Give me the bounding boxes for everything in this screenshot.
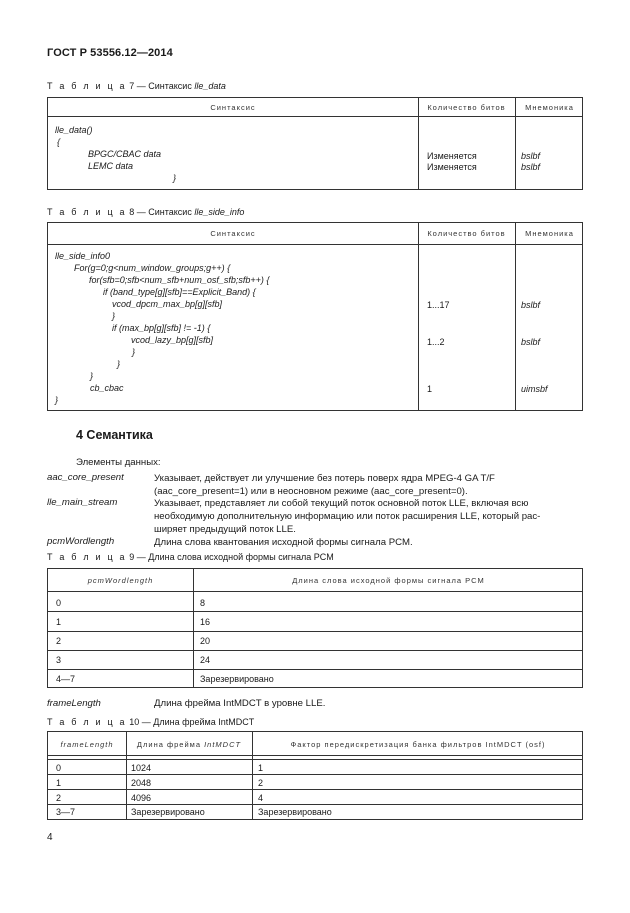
table10-cell: 2 [56,793,62,803]
table10-cell: 2048 [131,778,152,788]
table10-cell: 1 [258,763,264,773]
definition-term: lle_main_stream [47,497,118,508]
table10-cell: 1024 [131,763,152,773]
table9-caption: Т а б л и ц а 9 — Длина слова исходной формы сигнала PCM [47,552,334,562]
definition-term: frameLength [47,698,101,709]
code-line: } [132,347,136,357]
code-line: } [55,395,59,405]
table7 [47,97,583,190]
code-line: vcod_dpcm_max_bp[g][sfb] [112,299,223,309]
table10-cell: 4 [258,793,264,803]
table9-cell: 8 [200,598,206,608]
definition-text: Длина фрейма IntMDCT в уровне LLE. [154,698,326,709]
table9-cell: 24 [200,655,211,665]
code-line: LEMC data [88,161,134,171]
table7-col-syntax: Синтаксис [210,103,256,112]
table8-caption: Т а б л и ц а 8 — Синтаксис lle_side_info [47,207,245,217]
code-line: { [57,137,61,147]
bits-cell: 1 [427,384,433,394]
definition-text: Указывает, представляет ли собой текущий поток основной поток LLE, включая всю необходимую дополнительную информацию или поток расширения LLE, который рас- ширяет предыдущий поток LLE. [154,498,541,535]
code-line: } [112,311,116,321]
bits-cell: 1...17 [427,300,450,310]
definition-text: Длина слова квантования исходной формы сигнала PCM. [154,537,413,548]
code-line: cb_cbac [90,383,124,393]
table10-cell: 0 [56,763,62,773]
table10-col-framelength: frameLength [60,740,114,749]
definition-term: aac_core_present [47,472,124,483]
table10-cell: Зарезервировано [258,807,332,817]
table10-caption: Т а б л и ц а 10 — Длина фрейма IntMDCT [47,717,255,727]
table7-col-mnemonic: Мнемоника [525,103,574,112]
code-line: if (max_bp[g][sfb] != -1) { [112,323,211,333]
table9-col-wordlength: pcmWordlength [87,576,154,585]
bits-cell: Изменяется [427,151,477,161]
code-line: BPGC/CBAC data [88,149,162,159]
bits-cell: 1...2 [427,337,445,347]
code-line: } [90,371,94,381]
table7-col-bits: Количество битов [427,103,506,112]
code-line: } [117,359,121,369]
table10-cell: 1 [56,778,62,788]
table8-col-syntax: Синтаксис [210,229,256,238]
table9-cell: 4—7 [56,674,76,684]
code-line: For(g=0;g<num_window_groups;g++) { [74,263,231,273]
mnemonic-cell: bslbf [521,151,541,161]
table8-col-bits: Количество битов [427,229,506,238]
table10-cell: 3—7 [56,807,76,817]
table9-cell: 20 [200,636,211,646]
table9 [47,568,583,688]
table8-col-mnemonic: Мнемоника [525,229,574,238]
mnemonic-cell: bslbf [521,300,541,310]
table9-cell: 1 [56,617,62,627]
table10-cell: 4096 [131,793,152,803]
code-line: vcod_lazy_bp[g][sfb] [131,335,214,345]
page-number: 4 [47,832,53,843]
table9-cell: Зарезервировано [200,674,274,684]
table10-cell: Зарезервировано [131,807,205,817]
table9-cell: 2 [56,636,62,646]
code-line: } [173,173,177,183]
mnemonic-cell: bslbf [521,337,541,347]
code-line: if (band_type[g][sfb]==Explicit_Band) { [103,287,256,297]
table7-caption: Т а б л и ц а 7 — Синтаксис lle_data [47,81,226,91]
data-elements-intro: Элементы данных: [76,457,161,468]
code-line: lle_data() [55,125,93,135]
table9-col-length: Длина слова исходной формы сигнала PCM [292,576,485,585]
definition-term: pcmWordlength [47,536,115,547]
code-line: lle_side_info0 [55,251,111,261]
table10-cell: 2 [258,778,264,788]
table10-col-length: Длина фрейма IntMDCT [136,740,242,749]
table10-col-osf: Фактор передискретизация банка фильтров IntMDCT (osf) [290,740,546,749]
table9-cell: 3 [56,655,62,665]
section-title: 4 Семантика [76,428,153,442]
table8 [47,222,583,411]
table9-cell: 0 [56,598,62,608]
bits-cell: Изменяется [427,162,477,172]
definition-text: Указывает, действует ли улучшение без потерь поверх ядра MPEG-4 GA T/F (aac_core_present=1) или в неосновном режиме (aac_core_present=0). [154,473,495,497]
document-header: ГОСТ Р 53556.12—2014 [47,47,173,59]
mnemonic-cell: uimsbf [521,384,548,394]
table9-cell: 16 [200,617,211,627]
code-line: for(sfb=0;sfb<num_sfb+num_osf_sfb;sfb++) { [89,275,270,285]
table10 [47,731,583,820]
mnemonic-cell: bslbf [521,162,541,172]
